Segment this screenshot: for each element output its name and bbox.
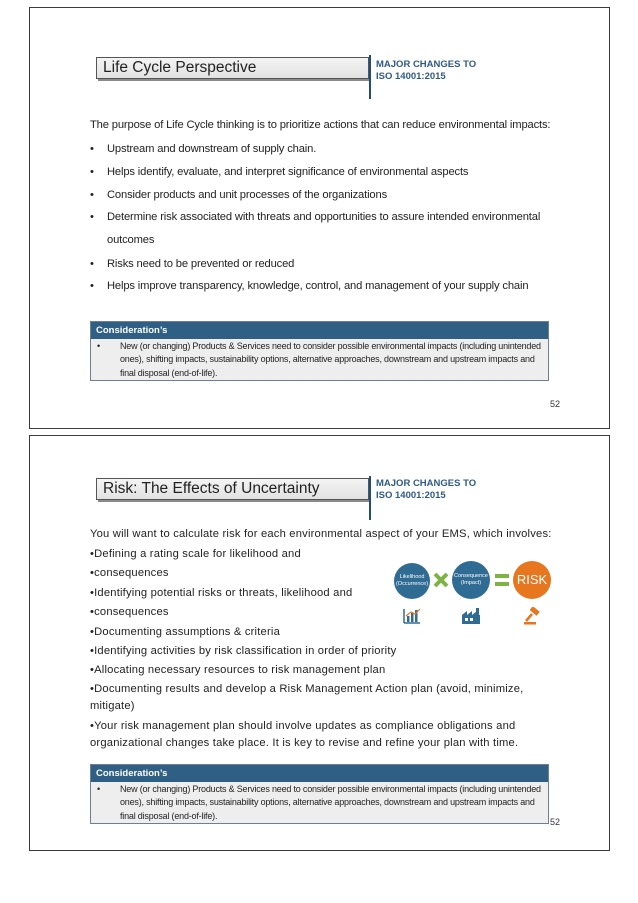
equals-icon [493, 571, 511, 589]
chart-icon [402, 607, 422, 625]
major-changes-label: MAJOR CHANGES TO ISO 14001:2015 [376, 59, 477, 82]
bullet-text: Upstream and downstream of supply chain. [107, 143, 317, 155]
body-line: •Documenting results and develop a Risk Management Action plan (avoid, minimize, [90, 683, 524, 695]
considerations-title: Consideration’s [91, 765, 548, 782]
title-divider [369, 476, 371, 520]
body-line: •Allocating necessary resources to risk management plan [90, 664, 386, 676]
slide-life-cycle [29, 7, 610, 429]
bullet-marker: • [90, 211, 94, 223]
considerations-body [91, 782, 548, 823]
major-changes-label: MAJOR CHANGES TO ISO 14001:2015 [376, 478, 477, 501]
title-divider [369, 55, 371, 99]
body-line: •consequences [90, 567, 169, 579]
page-number: 52 [550, 817, 561, 827]
bullet-marker: • [97, 784, 101, 794]
risk-formula-diagram [392, 561, 592, 631]
page-number: 52 [550, 399, 561, 409]
intro-text: The purpose of Life Cycle thinking is to prioritize actions that can reduce environmental impacts: [90, 119, 551, 131]
slide-title: Risk: The Effects of Uncertainty [96, 478, 369, 500]
bullet-text: Helps identify, evaluate, and interpret significance of environmental aspects [107, 166, 469, 178]
slide-risk [29, 435, 610, 851]
bullet-text: Helps improve transparency, knowledge, control, and management of your supply chain [107, 280, 529, 292]
consequence-circle: Consequence (Impact) [452, 561, 490, 599]
bullet-text: Consider products and unit processes of the organizations [107, 189, 388, 201]
bullet-marker: • [90, 258, 94, 270]
considerations-body [91, 339, 548, 380]
body-line: •consequences [90, 606, 169, 618]
body-line: organizational changes take place. It is key to revise and refine your plan with time. [90, 737, 519, 749]
considerations-box [90, 321, 549, 381]
body-line: •Identifying activities by risk classification in order of priority [90, 645, 397, 657]
body-line: You will want to calculate risk for each environmental aspect of your EMS, which involves: [90, 528, 552, 540]
bullet-text: Determine risk associated with threats and opportunities to assure intended environmental [107, 211, 541, 223]
bullet-text: Risks need to be prevented or reduced [107, 258, 295, 270]
considerations-title: Consideration’s [91, 322, 548, 339]
body-line: •Documenting assumptions & criteria [90, 626, 280, 638]
bullet-marker: • [97, 341, 101, 351]
body-line: •Your risk management plan should involve updates as compliance obligations and [90, 720, 516, 732]
bullet-marker: • [90, 280, 94, 292]
considerations-box [90, 764, 549, 824]
bullet-text-continued: outcomes [107, 234, 155, 246]
multiply-icon [432, 571, 450, 589]
considerations-text: New (or changing) Products & Services need to consider possible environmental impacts (including unintended ones), shifting impacts, sustainability options, alternative approaches, downstream and upstream impacts and final disposal (end-of-life). [120, 341, 541, 378]
considerations-text: New (or changing) Products & Services need to consider possible environmental impacts (including unintended ones), shifting impacts, sustainability options, alternative approaches, downstream and upstream impacts and final disposal (end-of-life). [120, 784, 541, 821]
factory-icon [460, 607, 482, 625]
likelihood-circle: Likelihood (Occurrence) [394, 563, 430, 599]
slide-title: Life Cycle Perspective [96, 57, 369, 79]
gavel-icon [522, 607, 542, 625]
risk-circle: RISK [513, 561, 551, 599]
body-line: •Defining a rating scale for likelihood and [90, 548, 301, 560]
bullet-marker: • [90, 166, 94, 178]
bullet-marker: • [90, 189, 94, 201]
body-line: mitigate) [90, 700, 135, 712]
bullet-marker: • [90, 143, 94, 155]
body-line: •Identifying potential risks or threats, likelihood and [90, 587, 353, 599]
